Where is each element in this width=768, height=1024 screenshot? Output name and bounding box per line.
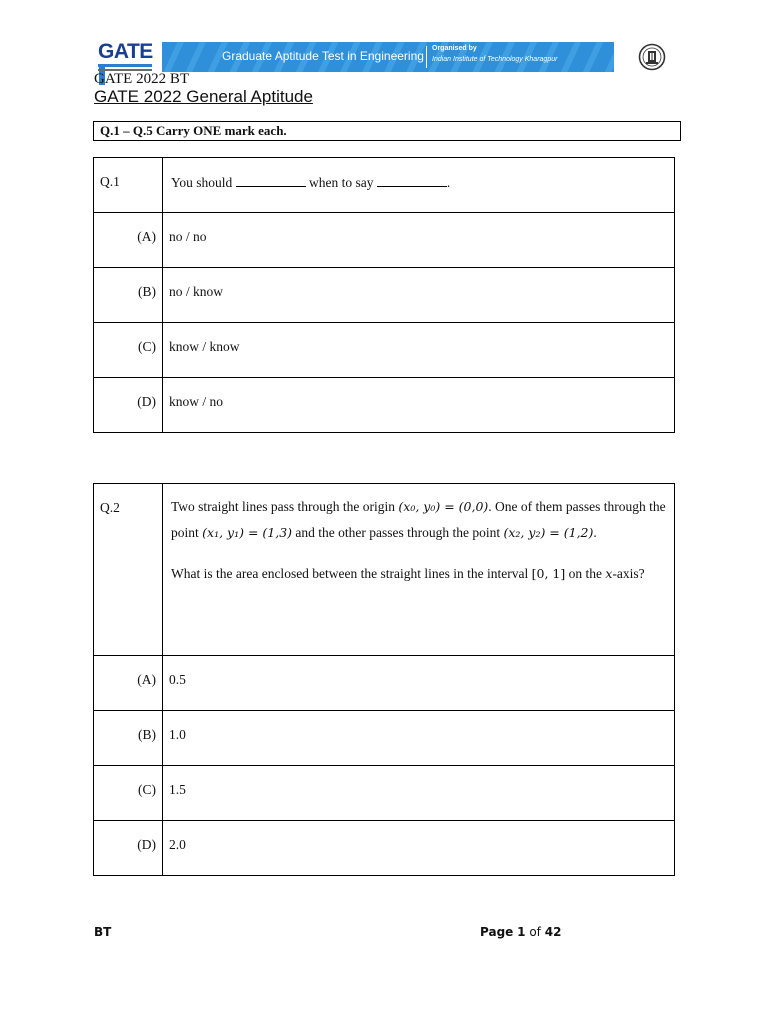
paper-title: GATE 2022 General Aptitude bbox=[94, 87, 313, 106]
option-text: 1.0 bbox=[169, 727, 186, 742]
iit-emblem-icon bbox=[638, 43, 666, 71]
option-text: no / no bbox=[169, 229, 207, 244]
question-label: Q.1 bbox=[100, 174, 120, 189]
banner-strip bbox=[162, 42, 614, 72]
option-text: know / know bbox=[169, 339, 240, 354]
option-text: 0.5 bbox=[169, 672, 186, 687]
question-table-q2 bbox=[93, 483, 675, 876]
answer-blank bbox=[377, 175, 447, 187]
question-paragraph-1: Two straight lines pass through the origin (x₀, y₀) = (0,0). One of them passes through the point (x₁, y₁) = (1,3) and the other passes through the point (x₂, y₂) = (1,2). bbox=[171, 499, 666, 540]
option-text: no / know bbox=[169, 284, 223, 299]
option-text: 1.5 bbox=[169, 782, 186, 797]
question-paragraph-2: What is the area enclosed between the straight lines in the interval [0, 1] on the x-axis? bbox=[171, 566, 645, 581]
option-label: (B) bbox=[138, 727, 156, 742]
question-label: Q.2 bbox=[100, 500, 120, 515]
subject-code: GATE 2022 BT bbox=[94, 71, 189, 87]
organised-by-label: Organised by bbox=[432, 45, 477, 52]
option-text: know / no bbox=[169, 394, 223, 409]
answer-blank bbox=[236, 175, 306, 187]
organiser-name: Indian Institute of Technology Kharagpur bbox=[432, 56, 558, 63]
banner-title: Graduate Aptitude Test in Engineering bbox=[222, 49, 424, 63]
question-text: You should when to say . bbox=[171, 175, 451, 190]
header-banner bbox=[94, 40, 670, 74]
question-text bbox=[163, 484, 674, 587]
option-label: (B) bbox=[138, 284, 156, 299]
option-label: (D) bbox=[137, 394, 156, 409]
option-text: 2.0 bbox=[169, 837, 186, 852]
footer-page-number: Page 1 of 42 bbox=[480, 925, 562, 939]
section-heading: Q.1 – Q.5 Carry ONE mark each. bbox=[93, 121, 681, 141]
footer-subject: BT bbox=[94, 925, 112, 939]
option-label: (A) bbox=[137, 672, 156, 687]
gate-logo bbox=[94, 40, 156, 74]
option-label: (A) bbox=[137, 229, 156, 244]
option-label: (D) bbox=[137, 837, 156, 852]
question-table-q1 bbox=[93, 157, 675, 433]
gate-logo-text: GATE bbox=[98, 40, 156, 88]
option-label: (C) bbox=[138, 782, 156, 797]
option-label: (C) bbox=[138, 339, 156, 354]
